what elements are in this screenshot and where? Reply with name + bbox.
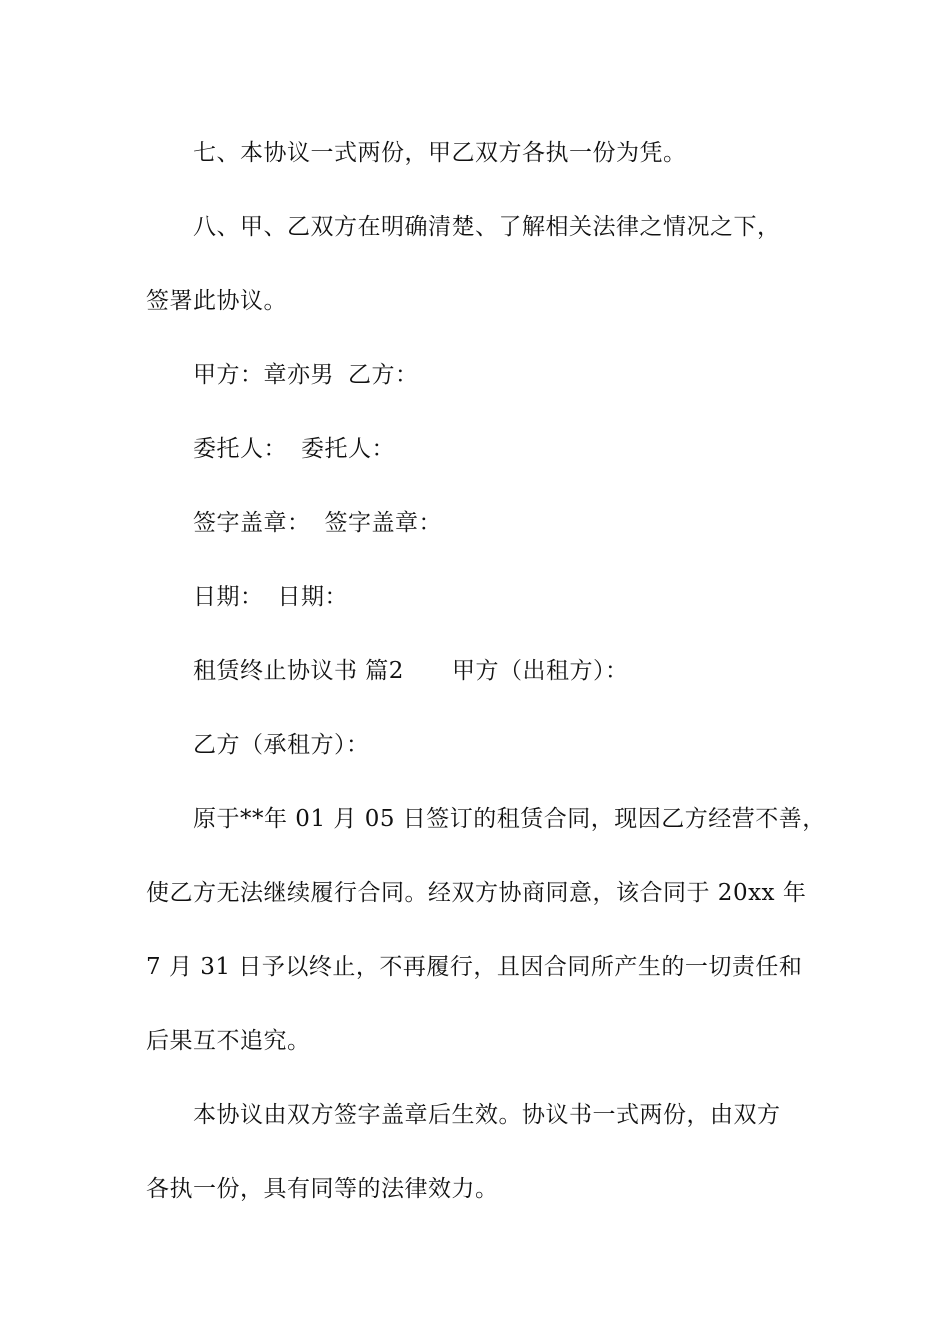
date-line — [193, 582, 348, 612]
date-a-label: 日期： — [193, 584, 264, 610]
party-b-label: 乙方： — [348, 362, 419, 388]
body-para-1-line-2: 使乙方无法继续履行合同。经双方协商同意，该合同于 20xx 年 — [146, 880, 807, 906]
agent-line — [193, 434, 395, 464]
clause-eight-line-2: 签署此协议。 — [146, 288, 287, 314]
body-para-1-line-3: 7 月 31 日予以终止，不再履行，且因合同所产生的一切责任和 — [146, 954, 803, 980]
clause-eight-line-1: 八、甲、乙双方在明确清楚、了解相关法律之情况之下， — [193, 214, 781, 240]
sign-b-label: 签字盖章： — [324, 510, 442, 536]
lessee-label: 乙方（承租方）： — [193, 732, 370, 758]
lessor-label: 甲方（出租方）： — [451, 658, 629, 684]
agent-b-label: 委托人： — [301, 436, 395, 462]
body-para-1-line-4: 后果互不追究。 — [146, 1028, 311, 1054]
section-title: 租赁终止协议书 篇2 — [193, 658, 404, 684]
party-line — [193, 360, 419, 390]
agent-a-label: 委托人： — [193, 436, 287, 462]
body-para-2-line-1: 本协议由双方签字盖章后生效。协议书一式两份，由双方 — [193, 1102, 781, 1128]
signature-line — [193, 508, 442, 538]
date-b-label: 日期： — [277, 584, 348, 610]
sign-a-label: 签字盖章： — [193, 510, 311, 536]
body-para-2-line-2: 各执一份，具有同等的法律效力。 — [146, 1176, 499, 1202]
section-title-line — [193, 656, 628, 686]
party-a-label: 甲方：章亦男 — [193, 362, 334, 388]
clause-seven: 七、本协议一式两份，甲乙双方各执一份为凭。 — [193, 140, 687, 166]
body-para-1-line-1: 原于**年 01 月 05 日签订的租赁合同，现因乙方经营不善， — [193, 806, 826, 832]
